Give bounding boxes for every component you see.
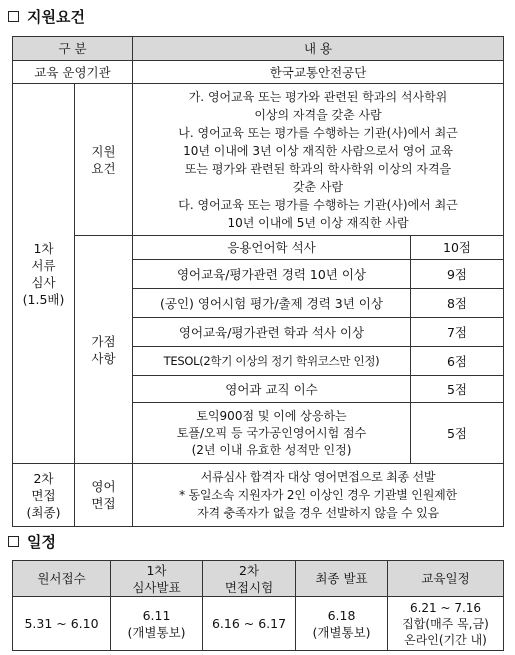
schedule-header: 2차 면접시험 [203,561,296,597]
bonus-item: 영어과 교직 이수 [133,376,411,403]
interview-line: * 동일소속 지원자가 2인 이상인 경우 기관별 인원제한 [179,488,457,502]
requirements-table [12,36,504,527]
support-line: 이상의 자격을 갖춘 사람 [254,107,382,122]
stage1-label: 1차 서류 심사 (1.5배) [13,84,75,464]
checkbox-square-icon [8,11,19,22]
bonus-item: 영어교육/평가관련 경력 10년 이상 [133,260,411,289]
schedule-header: 원서접수 [13,561,111,597]
bonus-score: 5점 [411,376,504,403]
interview-label: 영어 면접 [75,464,133,527]
header-content: 내 용 [133,37,504,61]
schedule-table [12,560,504,651]
schedule-value: 6.21 ~ 7.16 집합(매주 목,금) 온라인(기간 내) [388,597,504,651]
bonus-score: 6점 [411,347,504,376]
bonus-score: 9점 [411,260,504,289]
bonus-score: 7점 [411,318,504,347]
support-line: 갖춘 사람 [292,179,344,194]
support-line: 10년 이내에 3년 이상 재직한 사람으로서 영어 교육 [183,143,453,158]
support-line: 또는 평가와 관련된 학과의 학사학위 이상의 자격을 [184,161,452,176]
support-line: 다. 영어교육 또는 평가를 수행하는 기관(사)에서 최근 [178,197,458,212]
interview-line: 자격 충족자가 없을 경우 선발하지 않을 수 있음 [197,506,439,520]
org-value: 한국교통안전공단 [133,61,504,84]
schedule-header: 최종 발표 [296,561,388,597]
org-label: 교육 운영기관 [13,61,133,84]
stage2-label: 2차 면접 (최종) [13,464,75,527]
bonus-item: TESOL(2학기 이상의 정기 학위코스만 인정) [133,347,411,376]
support-line: 10년 이내에 5년 이상 재직한 사람 [227,215,409,230]
requirements-heading [8,6,85,27]
support-line: 나. 영어교육 또는 평가를 수행하는 기관(사)에서 최근 [178,125,458,140]
schedule-title: 일정 [27,533,56,551]
bonus-score: 5점 [411,403,504,464]
bonus-score: 10점 [411,236,504,260]
interview-content [133,464,504,527]
schedule-value: 6.16 ~ 6.17 [203,597,296,651]
header-category: 구 분 [13,37,133,61]
schedule-header: 교육일정 [388,561,504,597]
schedule-header: 1차 심사발표 [111,561,203,597]
schedule-heading [8,531,56,552]
support-line: 가. 영어교육 또는 평가와 관련된 학과의 석사학위 [188,89,448,104]
schedule-value: 6.11 (개별통보) [111,597,203,651]
support-content [133,84,504,236]
support-label: 지원 요건 [75,84,133,236]
requirements-title: 지원요건 [27,8,85,26]
bonus-item: 응용언어학 석사 [133,236,411,260]
bonus-score: 8점 [411,289,504,318]
interview-line: 서류심사 합격자 대상 영어면접으로 최종 선발 [200,470,436,484]
bonus-item: 영어교육/평가관련 학과 석사 이상 [133,318,411,347]
schedule-value: 6.18 (개별통보) [296,597,388,651]
bonus-label: 가점 사항 [75,236,133,464]
checkbox-square-icon [8,536,19,547]
schedule-value: 5.31 ~ 6.10 [13,597,111,651]
bonus-item: (공인) 영어시험 평가/출제 경력 3년 이상 [133,289,411,318]
bonus-item: 토익900점 및 이에 상응하는 토플/오픽 등 국가공인영어시험 점수 (2년 이내 유효한 성적만 인정) [133,403,411,464]
